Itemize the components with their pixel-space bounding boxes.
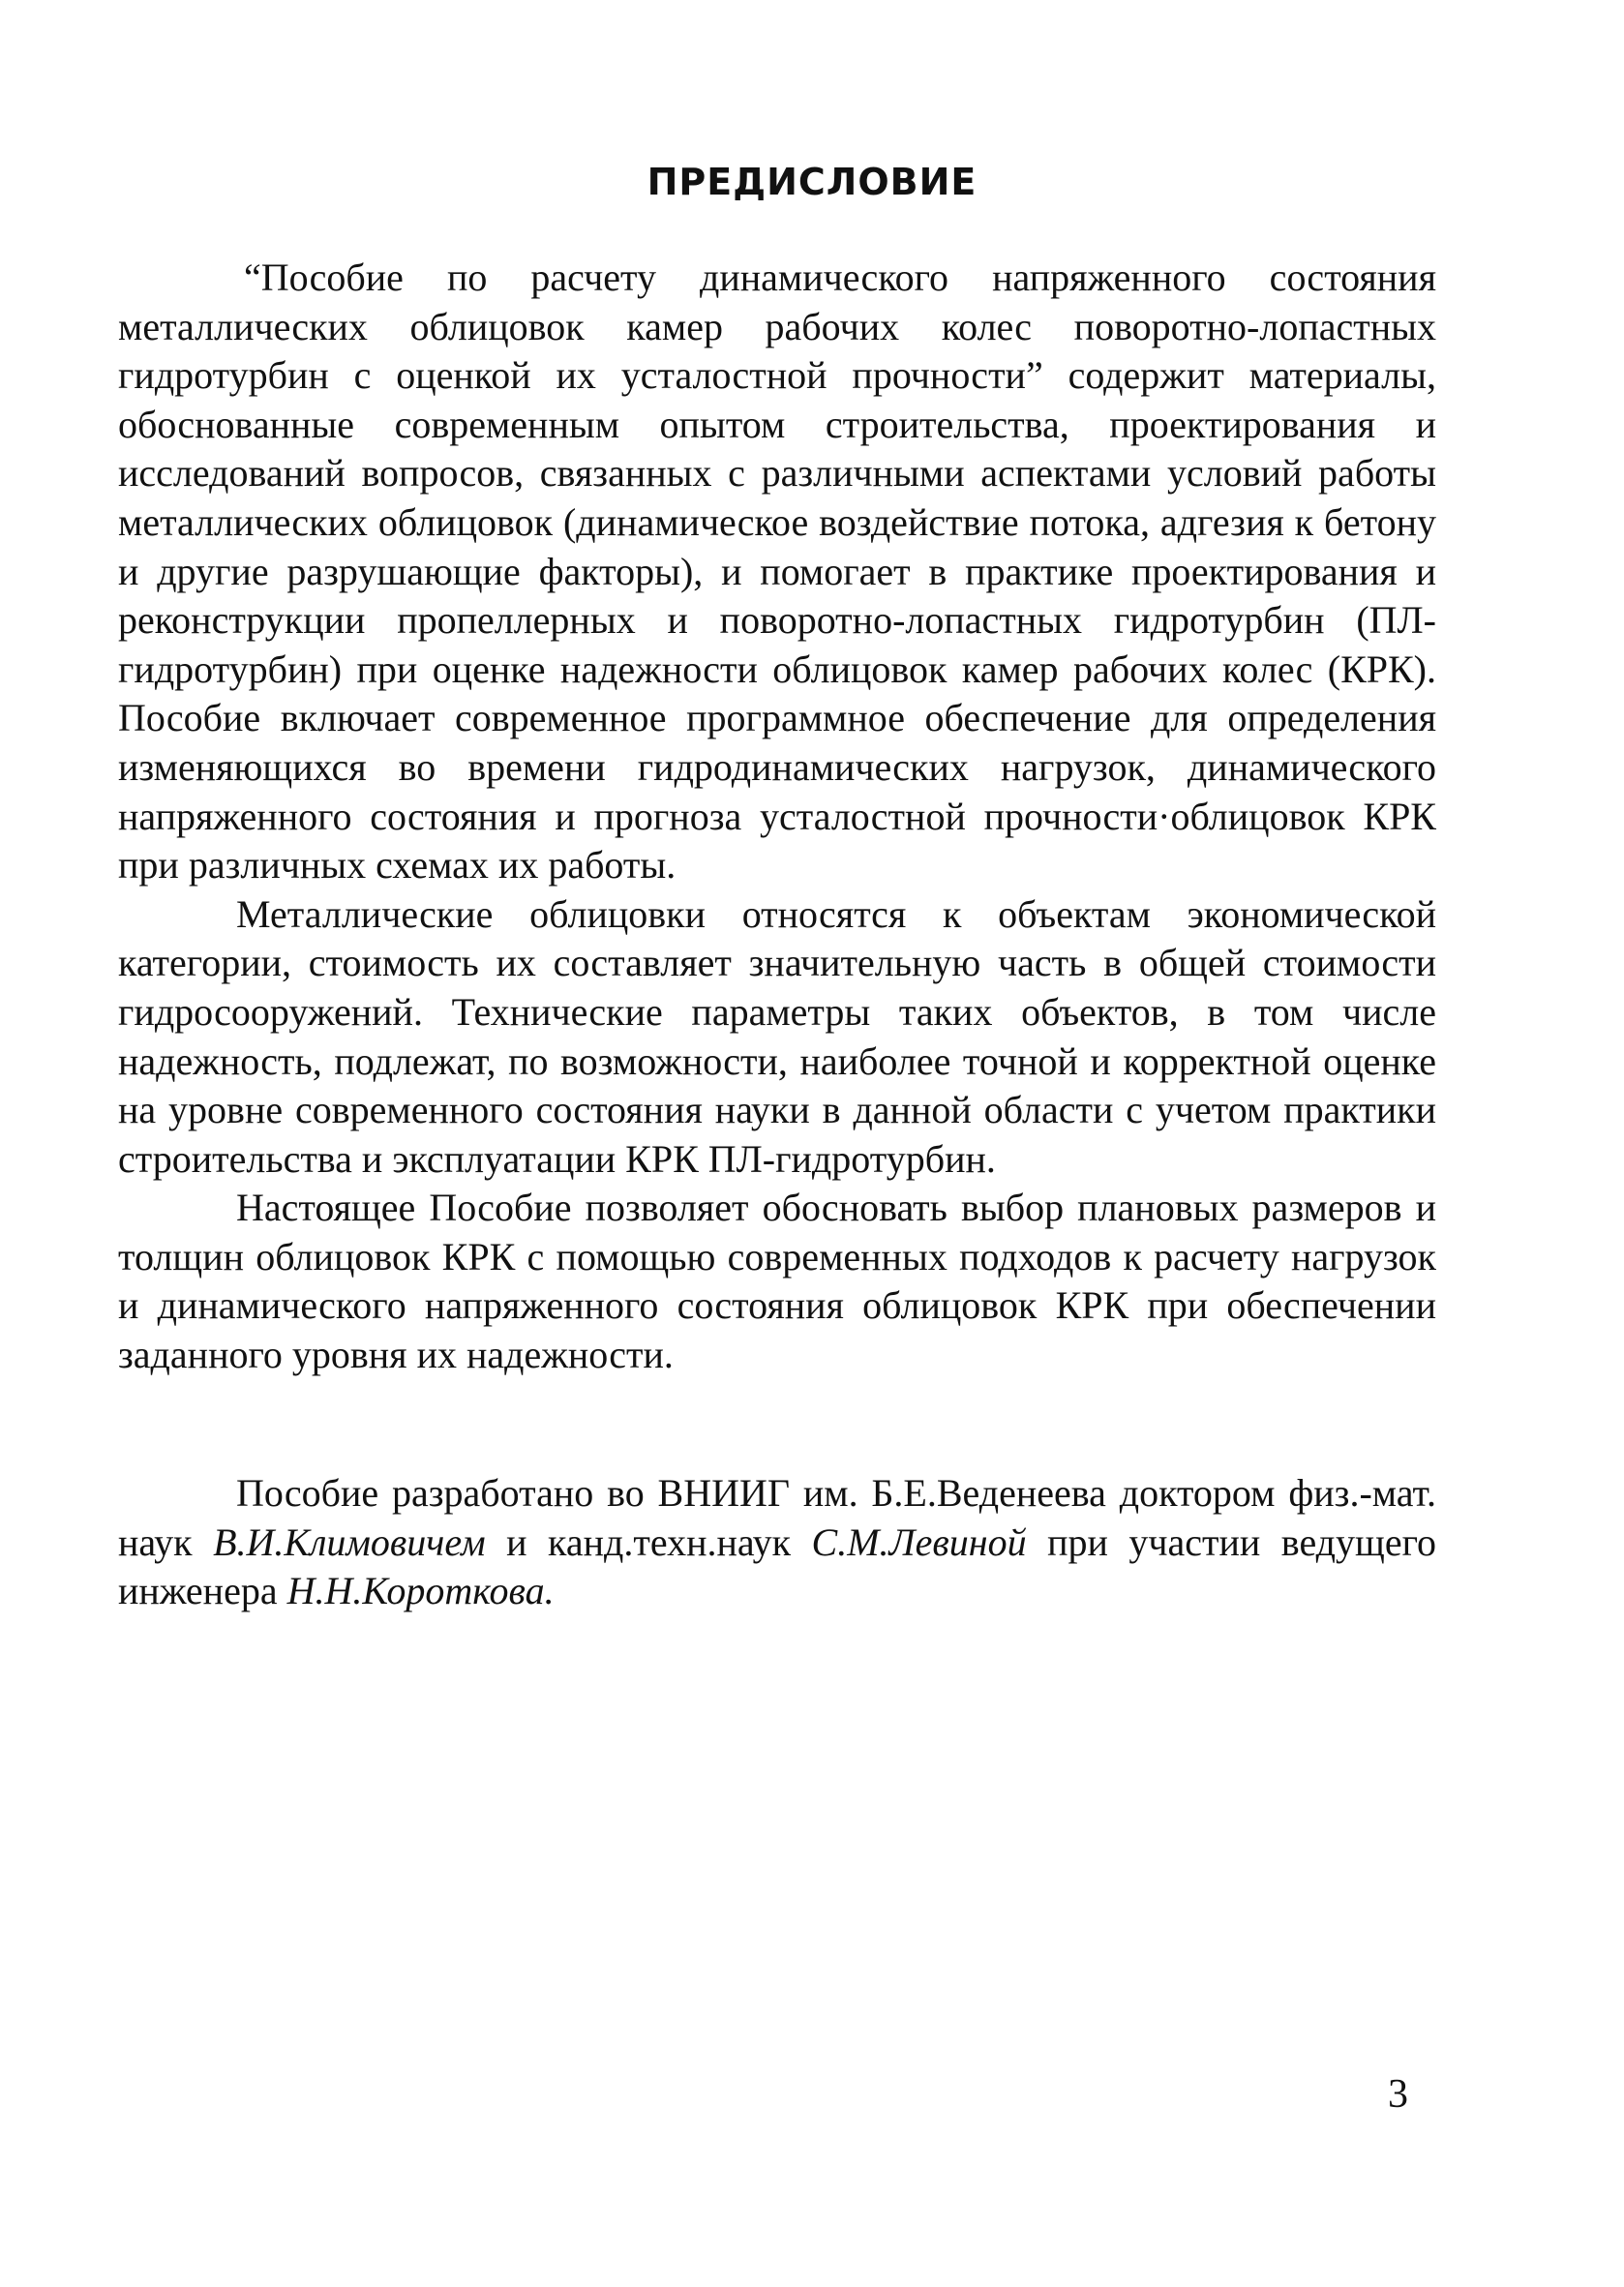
- credits-text-3: при участии ведущего инженера: [118, 1520, 1437, 1613]
- credits-text-1: Пособие разработано во ВНИИГ им. Б.Е.Веденеева доктором физ.-мат. наук: [118, 1471, 1436, 1564]
- author-levina: С.М.Левиной: [811, 1520, 1027, 1564]
- page-number: 3: [1388, 2072, 1408, 2117]
- credits-text-2: и канд.техн.наук: [485, 1520, 812, 1564]
- paragraph-3: Настоящее Пособие позволяет обосновать выбор плановых размеров и толщин облицовок КРК с помощью современных подходов к расчету нагрузок и динамического напряженного состояния облицовок КРК при обеспечении заданного уровня их надежности.: [118, 1186, 1436, 1377]
- author-korotkov: Н.Н.Короткова.: [286, 1569, 555, 1613]
- section-heading: ПРЕДИСЛОВИЕ: [647, 161, 977, 203]
- author-klimovich: В.И.Климовичем: [213, 1520, 486, 1564]
- paragraph-1: “Пособие по расчету динамического напряженного состояния металлических облицовок камер рабочих колес поворотно-лопастных гидротурбин с оценкой их усталостной прочности” содержит материалы, обоснованные современным опытом строительства, проектирования и исследований вопросов, связанных с различными аспектами условий работы металлических облицовок (динамическое воздействие потока, адгезия к бетону и другие разрушающие факторы), и помогает в практике проектирования и реконструкции пропеллерных и поворотно-лопастных гидротурбин (ПЛ-гидротурбин) при оценке надежности облицовок камер рабочих колес (КРК). Пособие включает современное программное обеспечение для определения изменяющихся во времени гидродинамических нагрузок, динамического напряженного состояния и прогноза усталостной прочности·облицовок КРК при различных схемах их работы.: [118, 256, 1436, 888]
- paragraph-2: Металлические облицовки относятся к объектам экономической категории, стоимость их составляет значительную часть в общей стоимости гидросооружений. Технические параметры таких объектов, в том числе надежность, подлежат, по возможности, наиболее точной и корректной оценке на уровне современного состояния науки в данной области с учетом практики строительства и эксплуатации КРК ПЛ-гидротурбин.: [118, 891, 1436, 1181]
- credits-paragraph: [118, 1469, 1436, 1616]
- preface-body: [118, 254, 1436, 1380]
